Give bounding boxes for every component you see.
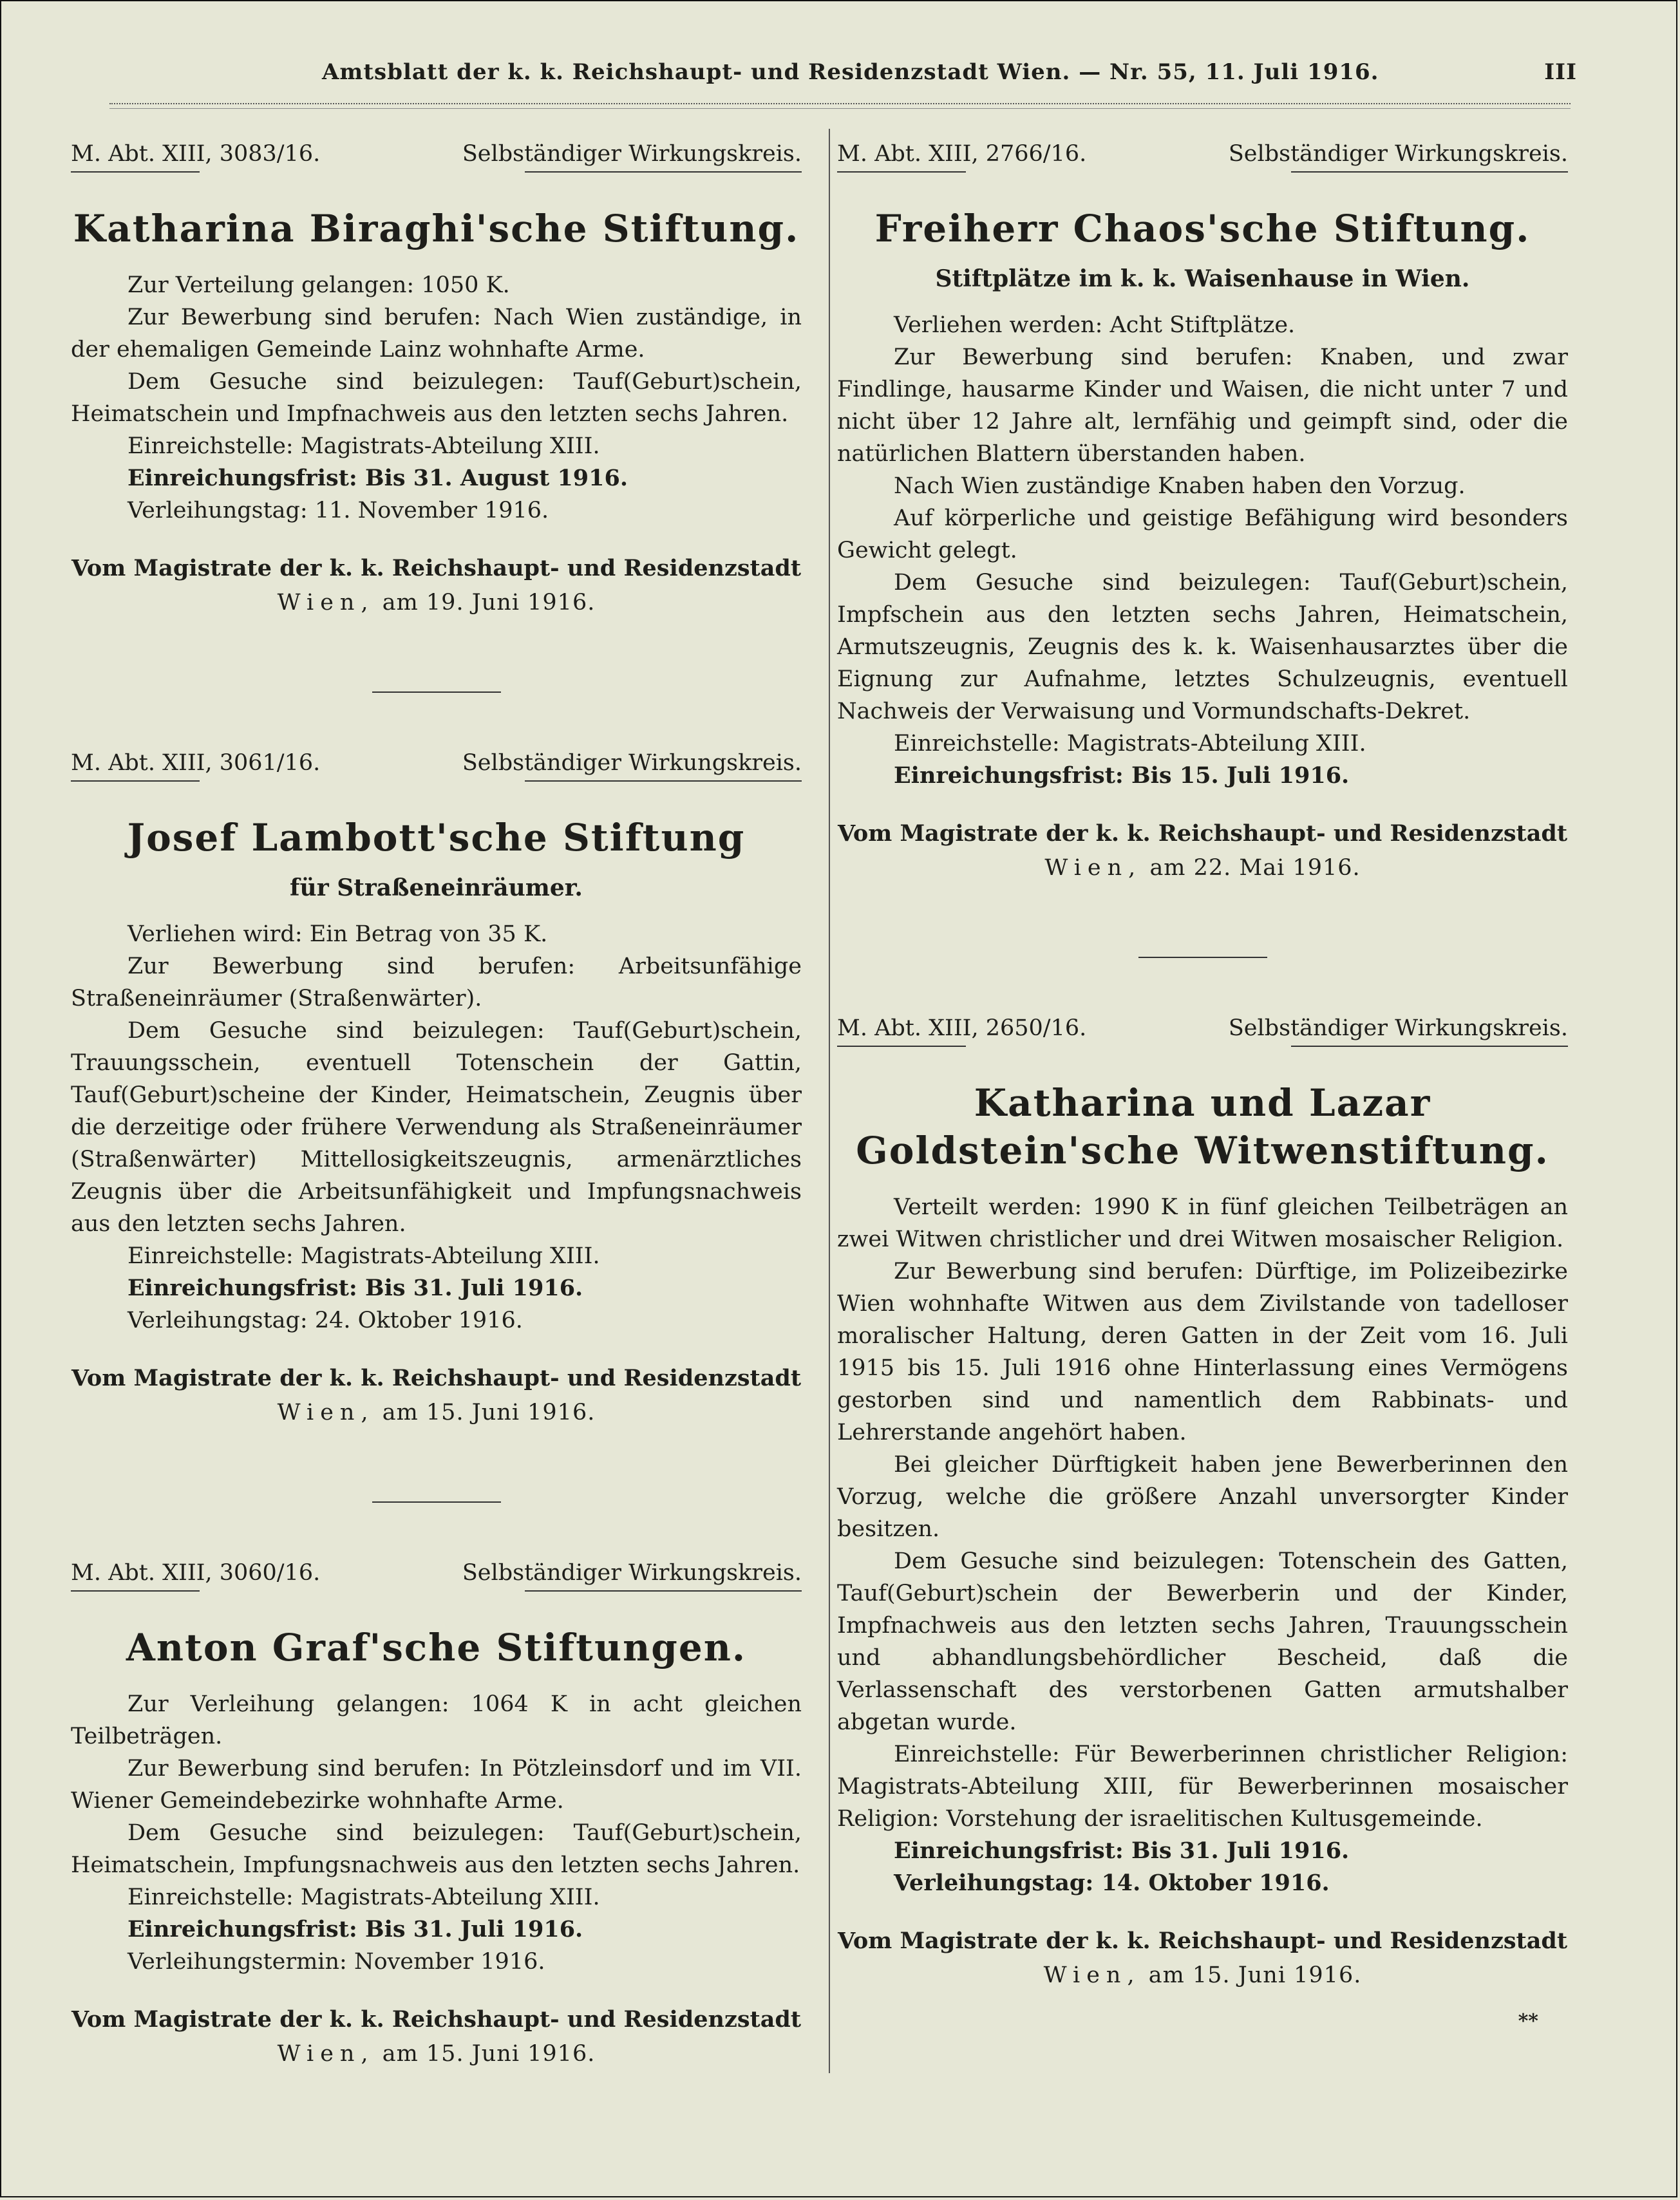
notice-paragraph: Einreichungsfrist: Bis 31. Juli 1916. xyxy=(127,1275,583,1301)
foundation-title: Katharina Biraghi'sche Stiftung. xyxy=(73,207,800,250)
notice-section xyxy=(71,744,802,1431)
left-column xyxy=(71,135,802,2072)
notice-paragraph: Dem Gesuche sind beizulegen: Tauf(Geburt)schein, Impfschein aus den letzten sechs Jahren, Heimatschein, Armutszeugnis, Zeugnis des k. k. Waisenhausarztes über die Eignung zur Aufnahme, letztes Schulzeugnis, eventuell Nachweis der Verwaisung und Vormundschafts-Dekret. xyxy=(837,570,1568,724)
signature-city: Wien, xyxy=(1044,855,1142,881)
section-header xyxy=(71,744,802,782)
reference-number: M. Abt. XIII, 3061/16. xyxy=(71,750,321,776)
notice-paragraph: Einreichstelle: Für Bewerberinnen christlicher Religion: Magistrats-Abteilung XIII, für Bewerberinnen mosaischer Religion: Vorstehung der israelitischen Kultusgemeinde. xyxy=(837,1742,1568,1832)
notice-paragraph: Verteilt werden: 1990 K in fünf gleichen Teilbeträgen an zwei Witwen christlicher und drei Witwen mosaischer Religion. xyxy=(837,1194,1568,1252)
jurisdiction-underline xyxy=(1291,1046,1568,1047)
place-date-line xyxy=(71,1395,802,1431)
footer-mark: ** xyxy=(1518,2010,1538,2033)
jurisdiction-underline xyxy=(525,1590,802,1592)
foundation-title: Josef Lambott'sche Stiftung xyxy=(127,816,746,860)
signature-city: Wien, xyxy=(1043,1962,1141,1988)
notice-body xyxy=(837,1191,1568,1899)
notice-paragraph: Zur Bewerbung sind berufen: Dürftige, im Polizeibezirke Wien wohnhafte Witwen aus dem Zivilstande von tadelloser moralischer Haltung, deren Gatten in der Zeit vom 16. Juli 1915 bis 15. Juli 1916 ohne Hinterlassung eines Vermögens gestorben sind und namentlich dem Rabbinats- und Lehrerstande angehört haben. xyxy=(837,1259,1568,1445)
signature-city: Wien, xyxy=(277,590,375,616)
notice-paragraph: Einreichstelle: Magistrats-Abteilung XIII. xyxy=(127,1885,600,1910)
notice-section xyxy=(71,135,802,621)
notice-paragraph: Zur Verleihung gelangen: 1064 K in acht gleichen Teilbeträgen. xyxy=(71,1691,802,1749)
reference-underline xyxy=(837,171,966,173)
notice-paragraph: Verleihungstag: 24. Oktober 1916. xyxy=(127,1308,523,1333)
notice-paragraph: Zur Bewerbung sind berufen: Nach Wien zuständige, in der ehemaligen Gemeinde Lainz wohnhafte Arme. xyxy=(71,305,802,362)
foundation-title: Freiherr Chaos'sche Stiftung. xyxy=(874,207,1531,250)
signature-date: am 15. Juni 1916. xyxy=(382,1400,596,1425)
notice-paragraph: Nach Wien zuständige Knaben haben den Vorzug. xyxy=(894,473,1466,499)
notice-paragraph: Einreichstelle: Magistrats-Abteilung XIII. xyxy=(127,1243,600,1269)
notice-paragraph: Verleihungstag: 14. Oktober 1916. xyxy=(894,1870,1330,1896)
reference-underline xyxy=(71,1590,200,1592)
column-divider xyxy=(829,129,830,2073)
notice-paragraph: Einreichstelle: Magistrats-Abteilung XIII. xyxy=(127,433,600,459)
notice-paragraph: Einreichungsfrist: Bis 31. Juli 1916. xyxy=(127,1916,583,1942)
jurisdiction-label: Selbständiger Wirkungskreis. xyxy=(1228,141,1568,167)
signature-date: am 22. Mai 1916. xyxy=(1149,855,1361,881)
section-header xyxy=(71,1554,802,1592)
notice-paragraph: Dem Gesuche sind beizulegen: Tauf(Geburt)schein, Heimatschein, Impfungsnachweis aus den letzten sechs Jahren. xyxy=(71,1820,802,1878)
signature-line: Vom Magistrate der k. k. Reichshaupt- und Residenzstadt xyxy=(71,1365,802,1391)
notice-body xyxy=(71,918,802,1337)
header-rule xyxy=(109,103,1571,109)
signature-city: Wien, xyxy=(277,2041,375,2067)
notice-paragraph: Verliehen wird: Ein Betrag von 35 K. xyxy=(127,921,548,947)
notice-paragraph: Dem Gesuche sind beizulegen: Tauf(Geburt)schein, Trauungsschein, eventuell Totenschein der Gattin, Tauf(Geburt)scheine der Kinder, Heimatschein, Zeugnis über die derzeitige oder frühere Verwendung als Straßeneinräumer (Straßenwärter) Mittellosigkeitszeugnis, armenärztliches Zeugnis über die Arbeitsunfähigkeit und Impfungsnachweis aus den letzten sechs Jahren. xyxy=(71,1018,802,1237)
notice-paragraph: Zur Bewerbung sind berufen: Arbeitsunfähige Straßeneinräumer (Straßenwärter). xyxy=(71,954,802,1011)
page-number: III xyxy=(1544,59,1577,85)
foundation-title: Katharina und Lazar Goldstein'sche Witwenstiftung. xyxy=(856,1081,1549,1172)
jurisdiction-underline xyxy=(525,780,802,782)
reference-underline xyxy=(71,780,200,782)
notice-section xyxy=(837,1010,1568,1993)
reference-number: M. Abt. XIII, 2766/16. xyxy=(837,141,1087,167)
notice-paragraph: Auf körperliche und geistige Befähigung wird besonders Gewicht gelegt. xyxy=(837,505,1568,563)
signature-city: Wien, xyxy=(277,1400,375,1425)
section-separator xyxy=(372,1501,501,1503)
section-header xyxy=(837,1010,1568,1047)
signature-date: am 15. Juni 1916. xyxy=(1148,1962,1362,1988)
right-column xyxy=(837,135,1568,1993)
notice-paragraph: Verleihungstag: 11. November 1916. xyxy=(127,498,549,523)
notice-paragraph: Zur Verteilung gelangen: 1050 K. xyxy=(127,272,510,298)
signature-line: Vom Magistrate der k. k. Reichshaupt- und Residenzstadt xyxy=(71,2006,802,2033)
section-separator xyxy=(1138,957,1267,958)
notice-paragraph: Zur Bewerbung sind berufen: In Pötzleinsdorf und im VII. Wiener Gemeindebezirke wohnhafte Arme. xyxy=(71,1756,802,1814)
notice-paragraph: Einreichstelle: Magistrats-Abteilung XIII. xyxy=(894,731,1366,757)
notice-body xyxy=(837,309,1568,792)
signature-date: am 15. Juni 1916. xyxy=(382,2041,596,2067)
signature-line: Vom Magistrate der k. k. Reichshaupt- und Residenzstadt xyxy=(837,1928,1568,1954)
jurisdiction-underline xyxy=(1291,171,1568,173)
jurisdiction-label: Selbständiger Wirkungskreis. xyxy=(1228,1015,1568,1041)
reference-underline xyxy=(837,1046,966,1047)
page-header xyxy=(71,59,1609,98)
notice-paragraph: Einreichungsfrist: Bis 15. Juli 1916. xyxy=(894,762,1350,789)
foundation-title: Anton Graf'sche Stiftungen. xyxy=(126,1626,747,1669)
notice-paragraph: Verliehen werden: Acht Stiftplätze. xyxy=(894,312,1296,338)
section-separator xyxy=(372,691,501,693)
jurisdiction-label: Selbständiger Wirkungskreis. xyxy=(462,141,802,167)
jurisdiction-label: Selbständiger Wirkungskreis. xyxy=(462,750,802,776)
notice-section xyxy=(71,1554,802,2072)
notice-paragraph: Bei gleicher Dürftigkeit haben jene Bewerberinnen den Vorzug, welche die größere Anzahl unversorgter Kinder besitzen. xyxy=(837,1452,1568,1542)
notice-body xyxy=(71,269,802,527)
place-date-line xyxy=(837,1957,1568,1993)
notice-body xyxy=(71,1688,802,1978)
notice-section xyxy=(837,135,1568,886)
place-date-line xyxy=(71,585,802,621)
signature-line: Vom Magistrate der k. k. Reichshaupt- und Residenzstadt xyxy=(71,555,802,581)
foundation-subtitle: für Straßeneinräumer. xyxy=(290,874,583,901)
place-date-line xyxy=(837,850,1568,886)
reference-underline xyxy=(71,171,200,173)
place-date-line xyxy=(71,2036,802,2072)
reference-number: M. Abt. XIII, 3060/16. xyxy=(71,1560,321,1586)
signature-date: am 19. Juni 1916. xyxy=(382,590,596,616)
notice-paragraph: Dem Gesuche sind beizulegen: Totenschein des Gatten, Tauf(Geburt)schein der Bewerberin und der Kinder, Impfnachweis aus den letzten sechs Jahren, Trauungsschein und abhandlungsbehördlicher Bescheid, daß die Verlassenschaft des verstorbenen Gatten armutshalber abgetan wurde. xyxy=(837,1548,1568,1735)
jurisdiction-label: Selbständiger Wirkungskreis. xyxy=(462,1560,802,1586)
reference-number: M. Abt. XIII, 2650/16. xyxy=(837,1015,1087,1041)
notice-paragraph: Verleihungstermin: November 1916. xyxy=(127,1949,545,1975)
reference-number: M. Abt. XIII, 3083/16. xyxy=(71,141,321,167)
notice-paragraph: Zur Bewerbung sind berufen: Knaben, und zwar Findlinge, hausarme Kinder und Waisen, die nicht unter 7 und nicht über 12 Jahre alt, lernfähig und geimpft sind, oder die natürlichen Blattern überstanden haben. xyxy=(837,344,1568,467)
section-header xyxy=(71,135,802,173)
notice-paragraph: Einreichungsfrist: Bis 31. Juli 1916. xyxy=(894,1838,1350,1864)
section-header xyxy=(837,135,1568,173)
jurisdiction-underline xyxy=(525,171,802,173)
notice-paragraph: Dem Gesuche sind beizulegen: Tauf(Geburt)schein, Heimatschein und Impfnachweis aus den letzten sechs Jahren. xyxy=(71,369,802,427)
signature-line: Vom Magistrate der k. k. Reichshaupt- und Residenzstadt xyxy=(837,820,1568,847)
foundation-subtitle: Stiftplätze im k. k. Waisenhause in Wien. xyxy=(935,265,1470,292)
header-title: Amtsblatt der k. k. Reichshaupt- und Residenzstadt Wien. — Nr. 55, 11. Juli 1916. xyxy=(322,59,1379,85)
notice-paragraph: Einreichungsfrist: Bis 31. August 1916. xyxy=(127,465,628,491)
